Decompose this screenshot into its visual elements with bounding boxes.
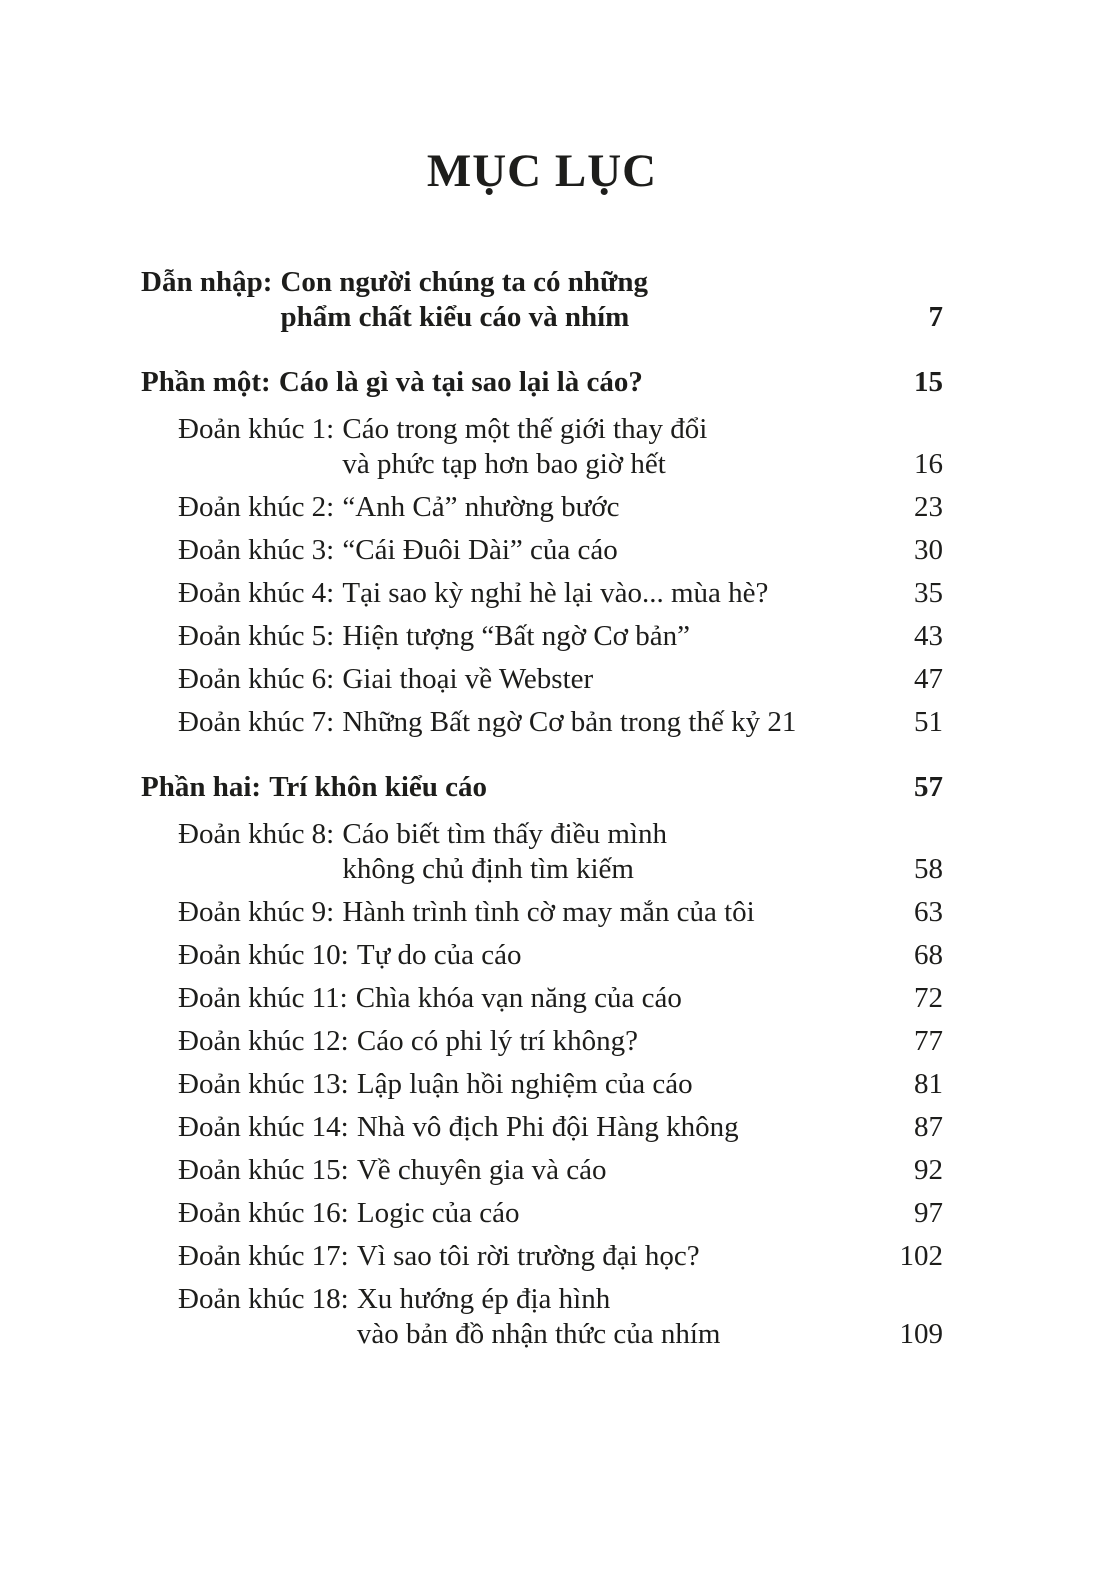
toc-entry-page-number: 109 [899, 1318, 943, 1350]
toc-entry-text [178, 1239, 881, 1274]
toc-entry-page-number: 63 [914, 896, 943, 928]
toc-entry-page-number: 77 [914, 1025, 943, 1057]
toc-entry-page-number: 35 [914, 577, 943, 609]
page-title: MỤC LỤC [426, 145, 658, 197]
toc-entry-page-number: 57 [914, 771, 943, 803]
toc-entry-text [178, 895, 881, 930]
toc-entry [178, 1024, 943, 1059]
toc-entry [178, 817, 943, 887]
toc-entry-prefix: Đoản khúc 11: [178, 982, 348, 1014]
toc-entry-page-number: 15 [914, 366, 943, 398]
toc-entry-prefix: Phần một: [141, 366, 271, 398]
toc-entry-title: Trí khôn kiểu cáo [269, 771, 487, 803]
toc-entry-title: Con người chúng ta có những phẩm chất kiểu cáo và nhím [280, 266, 649, 333]
toc-entry-title: Tự do của cáo [356, 939, 522, 971]
toc-entry-text [178, 938, 881, 973]
toc-entry [178, 412, 943, 482]
toc-entry-page-number: 43 [914, 620, 943, 652]
toc-entry-title: Tại sao kỳ nghỉ hè lại vào... mùa hè? [342, 577, 769, 609]
toc-entry [178, 1239, 943, 1274]
toc-entry-text [141, 770, 881, 805]
toc-entry-title: Vì sao tôi rời trường đại học? [356, 1240, 700, 1272]
toc-entry-prefix: Đoản khúc 13: [178, 1068, 349, 1100]
toc-entry [141, 770, 943, 805]
toc-entry-title: Lập luận hồi nghiệm của cáo [356, 1068, 693, 1100]
toc-entry-text [178, 1067, 881, 1102]
toc-entry-title: “Cái Đuôi Dài” của cáo [342, 534, 618, 566]
toc-entry-text [178, 981, 881, 1016]
toc-entry [178, 1153, 943, 1188]
toc-entry-title: Cáo trong một thế giới thay đổi và phức tạp hơn bao giờ hết [342, 413, 708, 480]
toc-entry [178, 705, 943, 740]
toc-entry-page-number: 23 [914, 491, 943, 523]
toc-entry-title: Nhà vô địch Phi đội Hàng không [356, 1111, 739, 1143]
toc-entry-prefix: Đoản khúc 12: [178, 1025, 349, 1057]
toc-entry-page-number: 97 [914, 1197, 943, 1229]
toc-entry-title: Những Bất ngờ Cơ bản trong thế kỷ 21 [342, 706, 797, 738]
toc-entry-page-number: 72 [914, 982, 943, 1014]
toc-entry-title: Cáo là gì và tại sao lại là cáo? [278, 366, 643, 398]
toc-entry-text [178, 576, 881, 611]
toc-entry-text [178, 533, 881, 568]
toc-entry-prefix: Đoản khúc 3: [178, 534, 335, 566]
toc-entry-title: Hiện tượng “Bất ngờ Cơ bản” [342, 620, 690, 652]
toc-entry-prefix: Đoản khúc 5: [178, 620, 335, 652]
toc-entry-text [178, 662, 881, 697]
toc-entry [178, 662, 943, 697]
toc-entry-prefix: Đoản khúc 7: [178, 706, 335, 738]
toc-entry-prefix: Đoản khúc 4: [178, 577, 335, 609]
toc-entry-prefix: Đoản khúc 15: [178, 1154, 349, 1186]
toc-entry-prefix: Đoản khúc 14: [178, 1111, 349, 1143]
toc-entry [178, 533, 943, 568]
toc-entry-prefix: Đoản khúc 16: [178, 1197, 349, 1229]
toc-entry [178, 1282, 943, 1352]
toc-entry-text [178, 1110, 881, 1145]
toc-entry-page-number: 81 [914, 1068, 943, 1100]
toc-list [141, 265, 943, 1352]
toc-entry [178, 490, 943, 525]
toc-entry [178, 895, 943, 930]
toc-entry-text [178, 1282, 881, 1352]
toc-entry-page-number: 16 [914, 448, 943, 480]
toc-entry [178, 1196, 943, 1231]
toc-entry [178, 576, 943, 611]
toc-entry [178, 1067, 943, 1102]
toc-entry-text [178, 619, 881, 654]
toc-entry-title: Giai thoại về Webster [342, 663, 594, 695]
toc-entry-text [178, 817, 881, 887]
toc-entry-text [178, 412, 881, 482]
toc-entry-prefix: Dẫn nhập: [141, 266, 273, 298]
toc-entry-prefix: Đoản khúc 8: [178, 818, 335, 850]
toc-entry-text [178, 1196, 881, 1231]
toc-entry-text [178, 705, 881, 740]
toc-entry [178, 981, 943, 1016]
toc-entry [178, 1110, 943, 1145]
toc-entry [178, 619, 943, 654]
toc-entry-title: Cáo có phi lý trí không? [356, 1025, 638, 1057]
toc-entry-title: Logic của cáo [356, 1197, 520, 1229]
toc-entry-text [178, 1024, 881, 1059]
toc-entry-page-number: 47 [914, 663, 943, 695]
toc-entry-page-number: 30 [914, 534, 943, 566]
toc-entry-page-number: 68 [914, 939, 943, 971]
toc-entry-page-number: 58 [914, 853, 943, 885]
toc-entry-prefix: Đoản khúc 6: [178, 663, 335, 695]
toc-entry-title: Cáo biết tìm thấy điều mình không chủ định tìm kiếm [342, 818, 667, 885]
toc-entry-prefix: Đoản khúc 2: [178, 491, 335, 523]
toc-entry-text [178, 1153, 881, 1188]
toc-entry-text [178, 490, 881, 525]
toc-entry [141, 365, 943, 400]
toc-entry-text [141, 365, 881, 400]
toc-entry-title: Về chuyên gia và cáo [356, 1154, 607, 1186]
toc-entry [141, 265, 943, 335]
toc-entry-text [141, 265, 881, 335]
toc-entry-prefix: Đoản khúc 9: [178, 896, 335, 928]
toc-entry-title: Hành trình tình cờ may mắn của tôi [342, 896, 755, 928]
toc-entry [178, 938, 943, 973]
toc-entry-page-number: 51 [914, 706, 943, 738]
toc-entry-title: “Anh Cả” nhường bước [342, 491, 620, 523]
toc-entry-prefix: Đoản khúc 10: [178, 939, 349, 971]
toc-entry-title: Xu hướng ép địa hình vào bản đồ nhận thức của nhím [356, 1283, 721, 1350]
toc-entry-page-number: 92 [914, 1154, 943, 1186]
toc-entry-prefix: Đoản khúc 17: [178, 1240, 349, 1272]
toc-entry-prefix: Đoản khúc 1: [178, 413, 335, 445]
toc-entry-page-number: 87 [914, 1111, 943, 1143]
toc-entry-prefix: Phần hai: [141, 771, 262, 803]
toc-entry-prefix: Đoản khúc 18: [178, 1283, 349, 1315]
toc-entry-page-number: 102 [899, 1240, 943, 1272]
toc-entry-title: Chìa khóa vạn năng của cáo [355, 982, 682, 1014]
toc-entry-page-number: 7 [928, 301, 943, 333]
